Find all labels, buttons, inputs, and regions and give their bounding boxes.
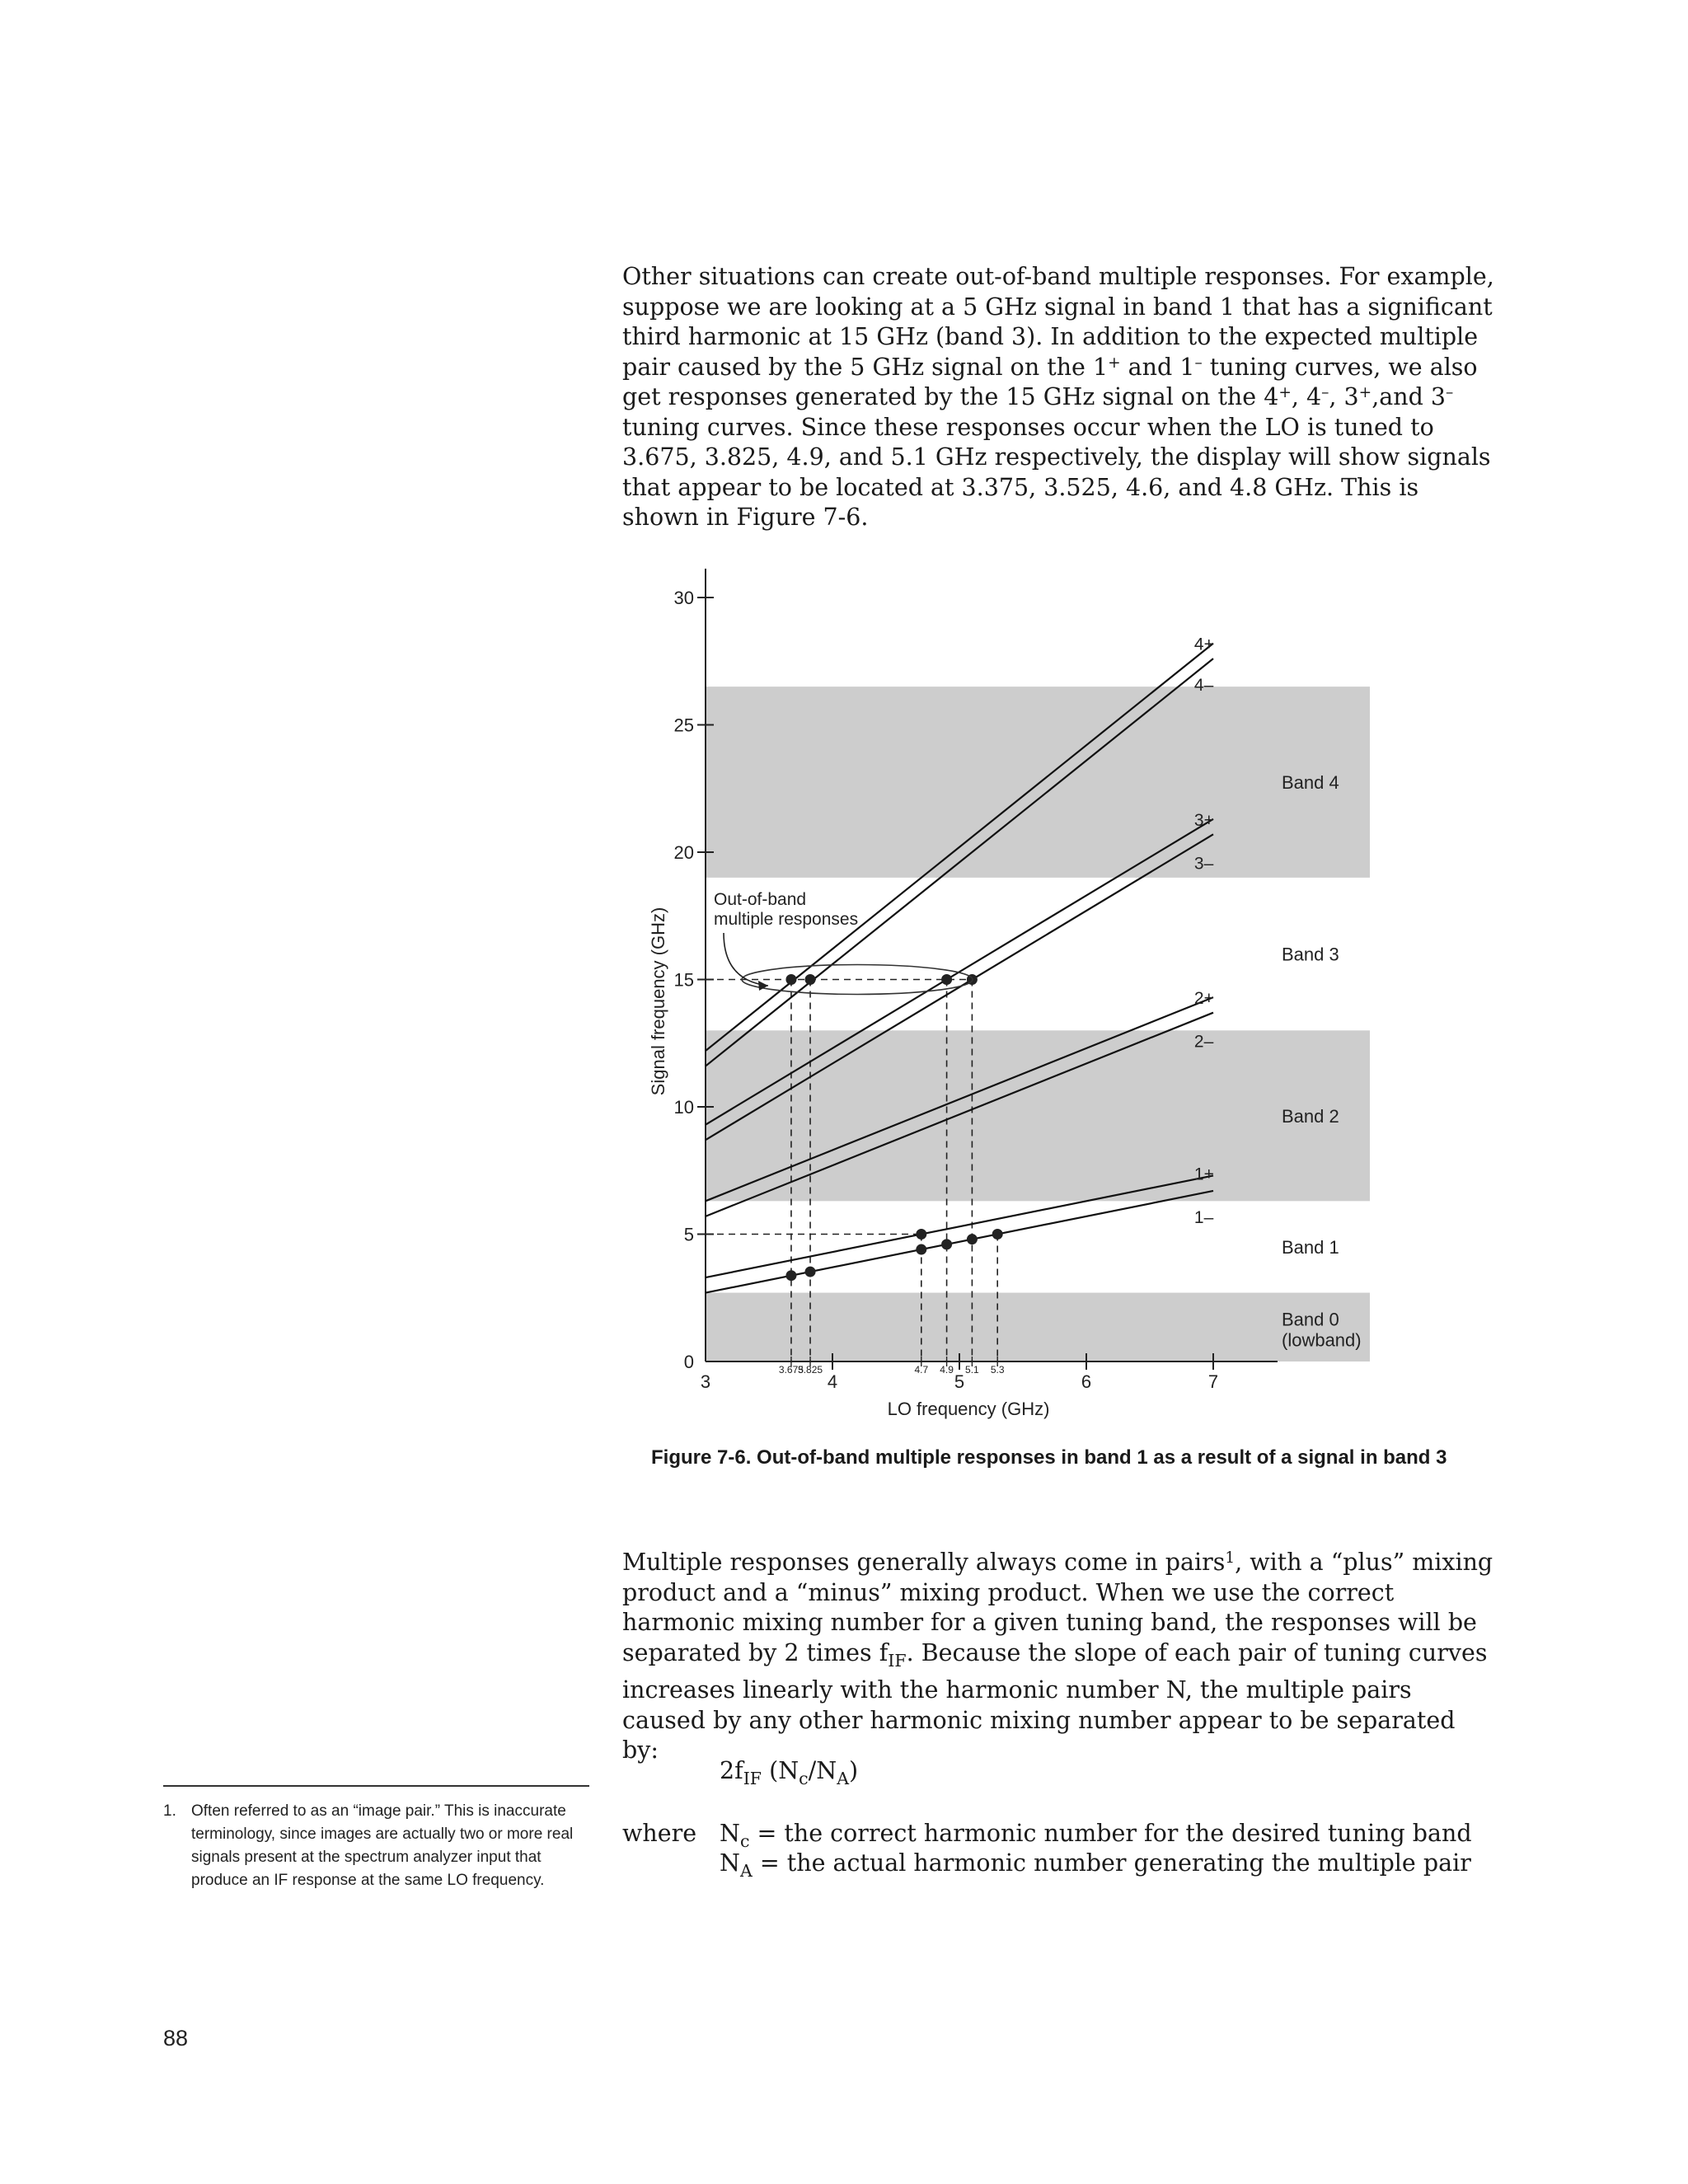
- band-region-0: [706, 687, 1370, 878]
- footnote-number: 1.: [163, 1802, 176, 1820]
- response-point: [916, 1229, 926, 1240]
- x-tick-label: 6: [1081, 1371, 1092, 1392]
- curve-label: 1–: [1193, 1207, 1214, 1227]
- formula-part-d: ): [849, 1757, 859, 1784]
- response-point: [941, 974, 952, 985]
- definition-nc: [720, 1820, 1472, 1851]
- y-axis-label: Signal frequency (GHz): [648, 907, 668, 1096]
- response-point: [785, 974, 796, 985]
- x-tick-label: 5: [954, 1371, 965, 1392]
- annotation-arrow: [724, 933, 768, 986]
- band-label: Band 3: [1282, 944, 1339, 965]
- formula-part-c: /N: [808, 1757, 837, 1784]
- y-tick-label: 5: [683, 1224, 694, 1245]
- minor-x-tick-label: 5.3: [990, 1364, 1005, 1376]
- footnote-text: Often referred to as an “image pair.” This is inaccurate terminology, since images are actually two or more real signals present at the spectrum analyzer input that produce an IF response at the same LO frequency.: [191, 1802, 574, 1889]
- intro-text-6: ,and 3: [1372, 383, 1447, 410]
- x-tick-label: 3: [700, 1371, 711, 1392]
- figure-7-6-chart: [635, 569, 1459, 1434]
- separation-formula: [720, 1757, 858, 1788]
- intro-sup-1: +: [1108, 354, 1121, 372]
- where-label: where: [622, 1820, 697, 1847]
- minor-x-tick-label: 3.675: [778, 1364, 804, 1376]
- intro-text-7: tuning curves. Since these responses occur when the LO is tuned to 3.675, 3.825, 4.9, and 5.1 GHz respectively, the display will show signals that appear to be located at 3.375, 3.525, 4.6, and 4.8 GHz. This is shown in Figure 7-6.: [622, 413, 1491, 531]
- y-tick-label: 30: [673, 588, 694, 608]
- body-paragraph-2: [622, 1548, 1496, 1766]
- response-point: [805, 1267, 816, 1277]
- response-point: [992, 1229, 1003, 1240]
- y-tick-label: 25: [673, 715, 694, 736]
- band-label: Band 1: [1282, 1236, 1339, 1258]
- intro-text-2: and 1: [1120, 353, 1195, 381]
- footnote-ref[interactable]: 1: [1225, 1549, 1236, 1567]
- para2-text-b: , with a “plus” mixing product and a “minus” mixing product. When we use the correct harmonic mixing number for a given tuning band, the responses will be separated by 2 times f: [622, 1549, 1493, 1666]
- intro-text-4: , 4: [1291, 383, 1322, 410]
- intro-sup-2: –: [1194, 354, 1203, 372]
- response-point: [805, 974, 816, 985]
- band-label-sub: (lowband): [1282, 1329, 1362, 1351]
- intro-sup-6: –: [1446, 383, 1454, 401]
- curve-label: 2–: [1193, 1032, 1214, 1052]
- para2-text-c: . Because the slope of each pair of tuning curves increases linearly with the harmonic number N, the multiple pairs caused by any other harmonic mixing number appear to be separated by:: [622, 1638, 1488, 1765]
- tuning-curve-1–: [706, 1191, 1213, 1293]
- response-point: [941, 1239, 952, 1249]
- curve-label: 3–: [1193, 854, 1214, 874]
- intro-text-3: tuning curves, we also get responses generated by the 15 GHz signal on the 4: [622, 353, 1478, 410]
- para2-text-a: Multiple responses generally always come in pairs: [622, 1549, 1226, 1576]
- y-tick-label: 20: [673, 842, 694, 863]
- band-label: Band 2: [1282, 1105, 1339, 1127]
- intro-sup-4: –: [1321, 383, 1329, 401]
- figure-caption: Figure 7-6. Out-of-band multiple responses in band 1 as a result of a signal in band 3: [651, 1446, 1447, 1469]
- page-number: 88: [163, 2026, 189, 2050]
- formula-part-a: 2f: [720, 1757, 743, 1784]
- band-region-4: [706, 1293, 1370, 1361]
- curve-label: 3+: [1193, 810, 1214, 830]
- band-label: Band 4: [1282, 772, 1339, 794]
- formula-sub-if: IF: [743, 1769, 762, 1789]
- y-tick-label: 15: [673, 969, 694, 991]
- response-point: [785, 1270, 796, 1281]
- annotation: [724, 933, 973, 995]
- minor-x-tick-label: 5.1: [965, 1364, 979, 1376]
- curve-label: 2+: [1193, 989, 1214, 1009]
- response-point: [916, 1244, 926, 1255]
- def1-symbol: N: [720, 1820, 740, 1847]
- intro-text-1: Other situations can create out-of-band multiple responses. For example, suppose we are looking at a 5 GHz signal in band 1 that has a significant third harmonic at 15 GHz (band 3). In addition to the expected multiple pair caused by the 5 GHz signal on the 1: [622, 263, 1494, 381]
- response-point: [967, 1234, 978, 1244]
- x-tick-label: 7: [1207, 1371, 1219, 1392]
- x-tick-label: 4: [827, 1371, 838, 1392]
- intro-paragraph: [622, 262, 1496, 533]
- def2-sub: A: [739, 1861, 753, 1882]
- minor-x-tick-label: 4.9: [940, 1364, 954, 1376]
- x-axis-label: LO frequency (GHz): [887, 1399, 1050, 1419]
- para2-sub-if: IF: [888, 1650, 907, 1671]
- intro-text-5: , 3: [1329, 383, 1359, 410]
- def2-symbol: N: [720, 1849, 740, 1877]
- minor-x-tick-label: 4.7: [914, 1364, 929, 1376]
- formula-sub-c: c: [799, 1769, 809, 1789]
- band-regions: [706, 687, 1370, 1361]
- curve-label: 1+: [1193, 1165, 1214, 1184]
- intro-sup-5: +: [1358, 383, 1372, 401]
- curve-label: 4–: [1193, 676, 1214, 696]
- definition-na: [720, 1849, 1471, 1881]
- def2-text: = the actual harmonic number generating the multiple pair: [752, 1849, 1471, 1877]
- formula-sub-a: A: [837, 1769, 850, 1789]
- y-tick-label: 10: [673, 1097, 694, 1118]
- annotation-line-2: multiple responses: [714, 910, 859, 929]
- y-tick-label: 0: [683, 1352, 694, 1372]
- annotation-line-1: Out-of-band: [714, 890, 807, 909]
- footnote-divider: [163, 1785, 589, 1787]
- def1-text: = the correct harmonic number for the desired tuning band: [749, 1820, 1472, 1847]
- formula-part-b: (N: [762, 1757, 799, 1784]
- band-label: Band 0: [1282, 1309, 1339, 1330]
- intro-sup-3: +: [1278, 383, 1292, 401]
- curve-label: 4+: [1193, 635, 1214, 654]
- def1-sub: c: [739, 1831, 750, 1852]
- minor-x-tick-label: 3.825: [798, 1364, 823, 1376]
